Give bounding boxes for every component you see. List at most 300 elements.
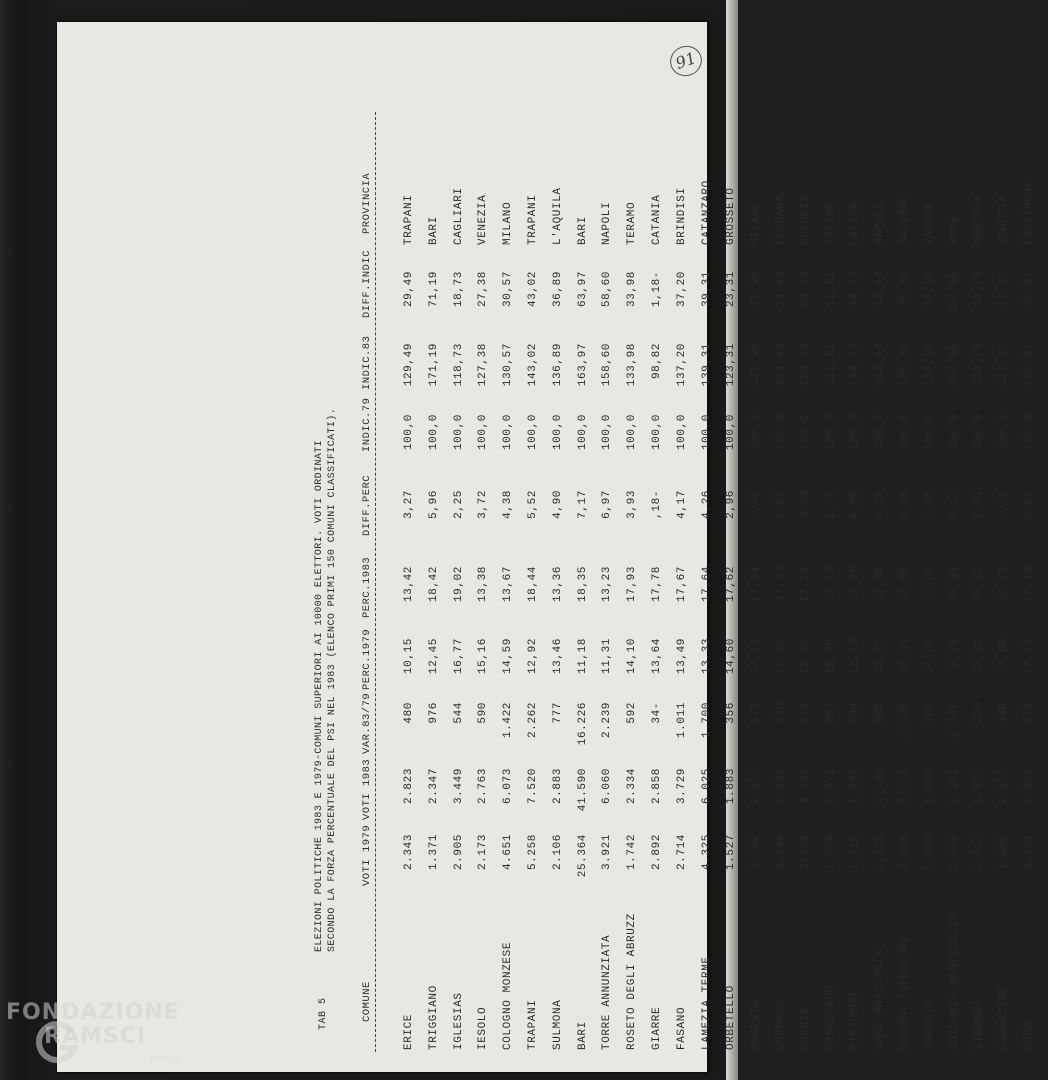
table-cell: 114,46	[774, 343, 787, 387]
table-cell: 4,99	[849, 490, 862, 519]
table-cell: ERICE	[403, 1013, 415, 1050]
table-cell: 143,02	[526, 343, 539, 387]
table-cell: 13,33	[700, 638, 713, 675]
table-cell: 2.106	[551, 834, 564, 871]
table-cell: 29,49	[403, 271, 415, 308]
table-cell: 14,46	[774, 271, 787, 308]
table-cell: 58,60	[601, 271, 614, 308]
table-cell: 2.852	[750, 768, 763, 805]
table-cell: NAPOLI	[874, 201, 887, 245]
table-cell: 592	[626, 702, 639, 724]
table-cell: 17,02	[923, 566, 936, 603]
table-cell: FERRARA	[774, 194, 787, 245]
table-cell: 13,49	[675, 638, 688, 675]
table-cell: 13,42	[403, 566, 415, 603]
table-cell: 2.136	[898, 702, 911, 739]
table-cell: MINTURNO	[849, 992, 862, 1050]
table-row	[725, 70, 750, 1070]
table-cell: 17,93	[626, 566, 639, 603]
table-cell: 6.073	[502, 768, 515, 805]
table-cell: 2.196	[874, 768, 887, 805]
table-cell: 13,23	[601, 566, 614, 603]
table-cell: 10,39	[898, 638, 911, 675]
table-cell: 10,15	[403, 638, 415, 675]
table-cell: 13,69	[799, 638, 812, 675]
watermark-text-onlus: onlus	[150, 1052, 180, 1065]
header-indic-83: INDIC.83	[361, 335, 373, 390]
table-cell: CATANIA	[650, 194, 663, 245]
table-cell: 127,38	[477, 343, 490, 387]
table-cell: 17,19	[824, 566, 837, 603]
table-cell: 3,27	[403, 490, 415, 519]
table-cell: VARESE	[923, 201, 936, 245]
table-cell: 100,0	[477, 414, 490, 451]
table-cell: 1.563	[923, 834, 936, 871]
table-cell: 13,36	[551, 566, 564, 603]
table-cell: 17,05	[898, 566, 911, 603]
rotated-table-area	[313, 70, 1035, 1070]
header-divider	[375, 112, 376, 1052]
table-cell: 2,07	[774, 490, 787, 519]
table-cell: TORRE ANNUNZIATA	[601, 934, 614, 1050]
table-cell: 100,0	[452, 414, 465, 451]
table-cell: CATANZARO	[700, 180, 713, 245]
table-cell: TORINO	[824, 201, 837, 245]
table-cell: 98,82	[650, 343, 663, 380]
table-cell: 14,60	[725, 638, 738, 675]
table-row	[428, 70, 453, 1070]
table-cell: 70,36	[898, 271, 911, 308]
table-cell: 1.531	[874, 834, 887, 871]
table-cell: 1.422	[502, 702, 515, 739]
title-line-1: ELEZIONI POLITICHE 1983 E 1979-COMUNI SUPERIORI AI 10000 ELETTORI. VOTI ORDINATI	[314, 439, 325, 952]
table-cell: 129,49	[403, 343, 415, 387]
table-cell: 111,11	[824, 343, 837, 387]
table-row	[1023, 70, 1048, 1070]
watermark-text-fondazione: FONDAZIONE	[6, 1000, 180, 1025]
table-cell: 16,79	[998, 566, 1011, 603]
table-cell: COPPARO	[774, 999, 787, 1050]
table-cell: 976	[427, 702, 440, 724]
table-cell: 2.262	[526, 702, 539, 739]
table-cell: 1.896	[849, 768, 862, 805]
table-cell: 34-	[650, 702, 663, 724]
table-cell: 100,0	[650, 414, 663, 451]
table-cell: 25.364	[576, 834, 589, 878]
table-cell: MANTOVA	[973, 194, 986, 245]
table-cell: BARI	[427, 216, 440, 245]
table-cell: 2.191	[1022, 834, 1035, 871]
page-number-stamp: 91	[666, 41, 706, 80]
table-cell: 163,97	[576, 343, 589, 387]
table-cell: 119,79	[973, 343, 986, 387]
table-cell: 1,73	[824, 490, 837, 519]
table-cell: 17,29	[799, 566, 812, 603]
table-cell: 300	[923, 702, 936, 724]
table-cell: 2.071	[824, 768, 837, 805]
table-row	[676, 70, 701, 1070]
table-cell: BARI	[576, 216, 589, 245]
table-row	[849, 70, 874, 1070]
table-cell: 43,44	[874, 271, 887, 308]
table-cell: 19,02	[452, 566, 465, 603]
table-cell: 2.173	[477, 834, 490, 871]
table-row	[453, 70, 478, 1070]
table-cell: 8,76	[948, 638, 961, 667]
table-cell: 356	[725, 702, 738, 724]
table-cell: IESOLO	[477, 1006, 490, 1050]
table-cell: 2.343	[403, 834, 415, 871]
table-row	[825, 70, 850, 1070]
table-cell: 16,82	[973, 566, 986, 603]
table-cell: TRIGGIANO	[427, 985, 440, 1050]
table-cell: 1.310	[849, 834, 862, 871]
table-row	[998, 70, 1023, 1070]
table-cell: 675	[1022, 702, 1035, 724]
table-cell: FROSINONE	[1022, 180, 1035, 245]
table-cell: 136,89	[551, 343, 564, 387]
table-cell: 18,42	[427, 566, 440, 603]
table-cell: 7.520	[526, 768, 539, 805]
table-cell: 2.763	[477, 768, 490, 805]
table-row	[924, 70, 949, 1070]
table-cell: L'AQUILA	[551, 187, 564, 245]
table-cell: 2.334	[626, 768, 639, 805]
table-cell: 5,96	[427, 490, 440, 519]
table-cell: 13,38	[477, 566, 490, 603]
table-cell: 100,0	[700, 414, 713, 451]
header-diff-perc: DIFF.PERC	[361, 474, 373, 536]
table-cell: 2.239	[601, 702, 614, 739]
table-row	[949, 70, 974, 1070]
table-cell: 8,17	[948, 490, 961, 519]
table-cell: 207	[824, 702, 837, 724]
table-cell: 2.858	[650, 768, 663, 805]
table-cell: 137,20	[675, 343, 688, 387]
table-cell: 12,45	[427, 638, 440, 675]
table-cell: VENEZIA	[477, 194, 490, 245]
table-cell: 2.883	[551, 768, 564, 805]
table-cell: COLOGNO MONZESE	[502, 941, 515, 1050]
table-cell: 815	[799, 702, 812, 724]
table-cell: ,18-	[650, 490, 663, 519]
table-cell: TRAPANI	[526, 194, 539, 245]
table-cell: 207,86	[948, 343, 961, 387]
table-cell: 2.683	[774, 768, 787, 805]
table-cell: 16,77	[452, 638, 465, 675]
table-cell: 2.905	[452, 834, 465, 871]
table-cell: ROSETO DEGLI ABRUZZ	[626, 913, 639, 1050]
table-cell: GROSSETO	[725, 187, 738, 245]
table-cell: 17,64	[700, 566, 713, 603]
table-cell: ORBASSANO	[824, 985, 837, 1050]
table-cell: IGLESIAS	[452, 992, 465, 1050]
table-cell: 100,0	[403, 414, 415, 451]
table-row	[626, 70, 651, 1070]
table-cell: 158,60	[601, 343, 614, 387]
table-cell: 2.892	[650, 834, 663, 871]
table-cell: SULMONA	[551, 999, 564, 1050]
table-cell: 2.280	[750, 834, 763, 871]
table-cell: 2,25	[452, 490, 465, 519]
table-cell: 2,96	[725, 490, 738, 519]
table-cell: 33,98	[626, 271, 639, 308]
table-cell: 3.449	[452, 768, 465, 805]
table-cell: 446	[998, 702, 1011, 724]
table-cell: 2.344	[774, 834, 787, 871]
table-cell: 3,43	[750, 490, 763, 519]
table-cell: 123,31	[725, 343, 738, 387]
table-cell: 25,09	[750, 271, 763, 308]
table-cell: FASANO	[675, 1006, 688, 1050]
table-cell: 1.863	[923, 768, 936, 805]
table-cell: 3.729	[675, 768, 688, 805]
table-cell: 7,17	[576, 490, 589, 519]
table-row	[750, 70, 775, 1070]
table-cell: 100,0	[725, 414, 738, 451]
table-cell: SALERNO	[898, 194, 911, 245]
table-cell: VIADANA	[973, 999, 986, 1050]
table-cell: 4,38	[502, 490, 515, 519]
table-cell: 15,26	[774, 638, 787, 675]
table-cell: PERUGIA	[799, 194, 812, 245]
header-voti-1979: VOTI 1979	[361, 824, 373, 886]
table-cell: 100,0	[675, 414, 688, 451]
table-cell: 1.609	[998, 834, 1011, 871]
table-cell: 5.172	[898, 768, 911, 805]
table-cell: TRAPANI	[403, 194, 415, 245]
table-cell: 100,0	[799, 414, 812, 451]
table-cell: ORBETELLO	[725, 985, 738, 1050]
table-cell: 16,93	[948, 566, 961, 603]
table-cell: 18,44	[526, 566, 539, 603]
table-cell: 127,72	[998, 343, 1011, 387]
table-cell: 119,19	[923, 343, 936, 387]
table-cell: 43,02	[526, 271, 539, 308]
table-cell: 320	[973, 702, 986, 724]
table-cell: 1.011	[675, 702, 688, 739]
table-cell: 6.060	[601, 768, 614, 805]
table-row	[899, 70, 924, 1070]
header-perc-1979: PERC.1979	[361, 628, 373, 690]
header-voti-1983: VOTI 1983	[361, 758, 373, 820]
table-cell: 3.036	[898, 834, 911, 871]
table-cell: 107,86	[948, 271, 961, 315]
table-cell: 130,57	[502, 343, 515, 387]
table-cell: 590	[477, 702, 490, 724]
table-cell: 100,0	[849, 414, 862, 451]
table-cell: 4,17	[675, 490, 688, 519]
table-cell: 100,0	[874, 414, 887, 451]
header-comune: COMUNE	[361, 981, 373, 1022]
table-body	[403, 70, 1048, 1070]
table-row	[601, 70, 626, 1070]
table-cell: 30,57	[502, 271, 515, 308]
table-cell: 6,66	[898, 490, 911, 519]
table-cell: BARI	[576, 1021, 589, 1050]
table-cell: 100,0	[502, 414, 515, 451]
table-cell: 100,0	[526, 414, 539, 451]
table-cell: 2.647	[948, 702, 961, 739]
table-cell: CAVARZERE	[998, 985, 1011, 1050]
table-cell: 100,0	[898, 414, 911, 451]
table-cell: 3.921	[601, 834, 614, 871]
table-cell: 27,72	[998, 271, 1011, 308]
table-cell: 125,09	[750, 343, 763, 387]
table-cell: 1.883	[725, 768, 738, 805]
table-cell: 2.894	[799, 834, 812, 871]
table-cell: 63,97	[576, 271, 589, 308]
table-cell: 339	[774, 702, 787, 724]
table-cell: 13,09	[998, 638, 1011, 675]
table-cell: 130,81	[1022, 343, 1035, 387]
table-cell: 171,19	[427, 343, 440, 387]
table-cell: SANT'ANASTASIA	[874, 949, 887, 1050]
table-cell: 17,54	[750, 566, 763, 603]
table-cell: 4,90	[551, 490, 564, 519]
table-cell: 13,17	[1022, 638, 1035, 675]
table-cell: 3,72	[477, 490, 490, 519]
table-cell: 4.651	[502, 834, 515, 871]
table-cell: 3.709	[799, 768, 812, 805]
header-diff-indic: DIFF.INDIC	[361, 249, 373, 318]
table-cell: 15,16	[477, 638, 490, 675]
table-cell: 44,73	[849, 271, 862, 308]
table-row	[973, 70, 998, 1070]
table-cell: 3,60	[799, 490, 812, 519]
table-cell: ROMA	[948, 216, 961, 245]
table-cell: 133,98	[626, 343, 639, 387]
table-cell: 17,78	[650, 566, 663, 603]
table-cell: 5.101	[948, 768, 961, 805]
table-cell: 14,11	[750, 638, 763, 675]
table-cell: NAPOLI	[601, 201, 614, 245]
table-cell: 480	[403, 702, 415, 724]
header-var: VAR.83/79	[361, 692, 373, 754]
table-cell: 16,79	[1022, 566, 1035, 603]
table-cell: 13,67	[502, 566, 515, 603]
table-cell: 100,0	[576, 414, 589, 451]
table-cell: 1.527	[725, 834, 738, 871]
table-cell: 15,46	[824, 638, 837, 675]
table-cell: 11,11	[824, 271, 837, 308]
table-cell: 100,0	[948, 414, 961, 451]
table-cell: 777	[551, 702, 564, 724]
table-cell: 2.866	[1022, 768, 1035, 805]
header-indic-79: INDIC.79	[361, 397, 373, 452]
table-cell: 14,10	[626, 638, 639, 675]
table-row	[577, 70, 602, 1070]
table-cell: MILANO	[750, 201, 763, 245]
table-cell: 118,73	[452, 343, 465, 387]
table-cell: 3,01	[973, 490, 986, 519]
table-cell: 17,33	[774, 566, 787, 603]
watermark-logo	[4, 1000, 194, 1072]
table-cell: 2,95	[923, 490, 936, 519]
table-cell: 17,09	[849, 566, 862, 603]
table-row	[477, 70, 502, 1070]
table-cell: 100,0	[973, 414, 986, 451]
table-cell: 144,73	[849, 343, 862, 387]
table-cell: 1.937	[973, 768, 986, 805]
table-cell: 2.347	[427, 768, 440, 805]
table-cell: 544	[452, 702, 465, 724]
title-line-2: SECONDO LA FORZA PERCENTUALE DEL PSI NEL 1983 (ELENCO PRIMI 150 COMUNI CLASSIFICATI).	[327, 407, 338, 952]
table-cell: 100,0	[824, 414, 837, 451]
header-provincia: PROVINCIA	[361, 172, 373, 234]
table-cell: LATINA	[849, 201, 862, 245]
table-cell: 28,16	[799, 271, 812, 308]
table-row	[701, 70, 726, 1070]
table-cell: 14,59	[502, 638, 515, 675]
table-cell: GUBBIO	[799, 1006, 812, 1050]
watermark-text-gramsci: RAMSCI	[44, 1024, 147, 1049]
table-cell: 13,64	[650, 638, 663, 675]
table-cell: VENEZIA	[998, 194, 1011, 245]
table-cell: TRADATE	[923, 999, 936, 1050]
table-cell: 4,26	[700, 490, 713, 519]
table-cell: TERAMO	[626, 201, 639, 245]
table-cell: 4.325	[700, 834, 713, 871]
table-cell: 1.700	[700, 702, 713, 739]
table-cell: 665	[874, 702, 887, 724]
table-cell: 3,93	[626, 490, 639, 519]
table-cell: 5.258	[526, 834, 539, 871]
table-cell: 71,19	[427, 271, 440, 308]
table-cell: 3,71	[998, 490, 1011, 519]
table-cell: 17,06	[874, 566, 887, 603]
table-cell: MAGENTA	[750, 999, 763, 1050]
table-cell: 1.617	[973, 834, 986, 871]
table-cell: 6,97	[601, 490, 614, 519]
table-cell: LAMEZIA TERME	[700, 956, 713, 1050]
table-cell: 39,31	[700, 271, 713, 308]
table-cell: 100,0	[427, 414, 440, 451]
table-cell: 12,77	[874, 638, 887, 675]
table-cell: 143,44	[874, 343, 887, 387]
table-cell: 100,0	[1022, 414, 1035, 451]
table-cell: 128,16	[799, 343, 812, 387]
table-cell: 1.742	[626, 834, 639, 871]
table-cell: 170,36	[898, 343, 911, 387]
table-cell: 100,0	[626, 414, 639, 451]
table-cell: NOCERA INFERIORE	[898, 934, 911, 1050]
table-row	[874, 70, 899, 1070]
table-cell: 12,10	[849, 638, 862, 675]
header-perc-1983: PERC.1983	[361, 556, 373, 618]
table-cell: MILANO	[502, 201, 515, 245]
table-cell: 17,67	[675, 566, 688, 603]
table-cell: 100,0	[998, 414, 1011, 451]
table-cell: 37,20	[675, 271, 688, 308]
table-cell: 30,81	[1022, 271, 1035, 308]
table-cell: 100,0	[923, 414, 936, 451]
table-cell: 18,35	[576, 566, 589, 603]
table-label: TAB 5	[318, 997, 329, 1030]
table-cell: 100,0	[551, 414, 564, 451]
table-cell: 6.025	[700, 768, 713, 805]
table-cell: 2.055	[998, 768, 1011, 805]
table-cell: SORA	[1022, 1021, 1035, 1050]
table-row	[651, 70, 676, 1070]
table-cell: 41.590	[576, 768, 589, 812]
table-cell: 11,18	[576, 638, 589, 675]
table-cell: 1,18-	[650, 271, 663, 308]
table-row	[800, 70, 825, 1070]
table-row	[775, 70, 800, 1070]
table-cell: GIARRE	[650, 1006, 663, 1050]
table-cell: 572	[750, 702, 763, 724]
